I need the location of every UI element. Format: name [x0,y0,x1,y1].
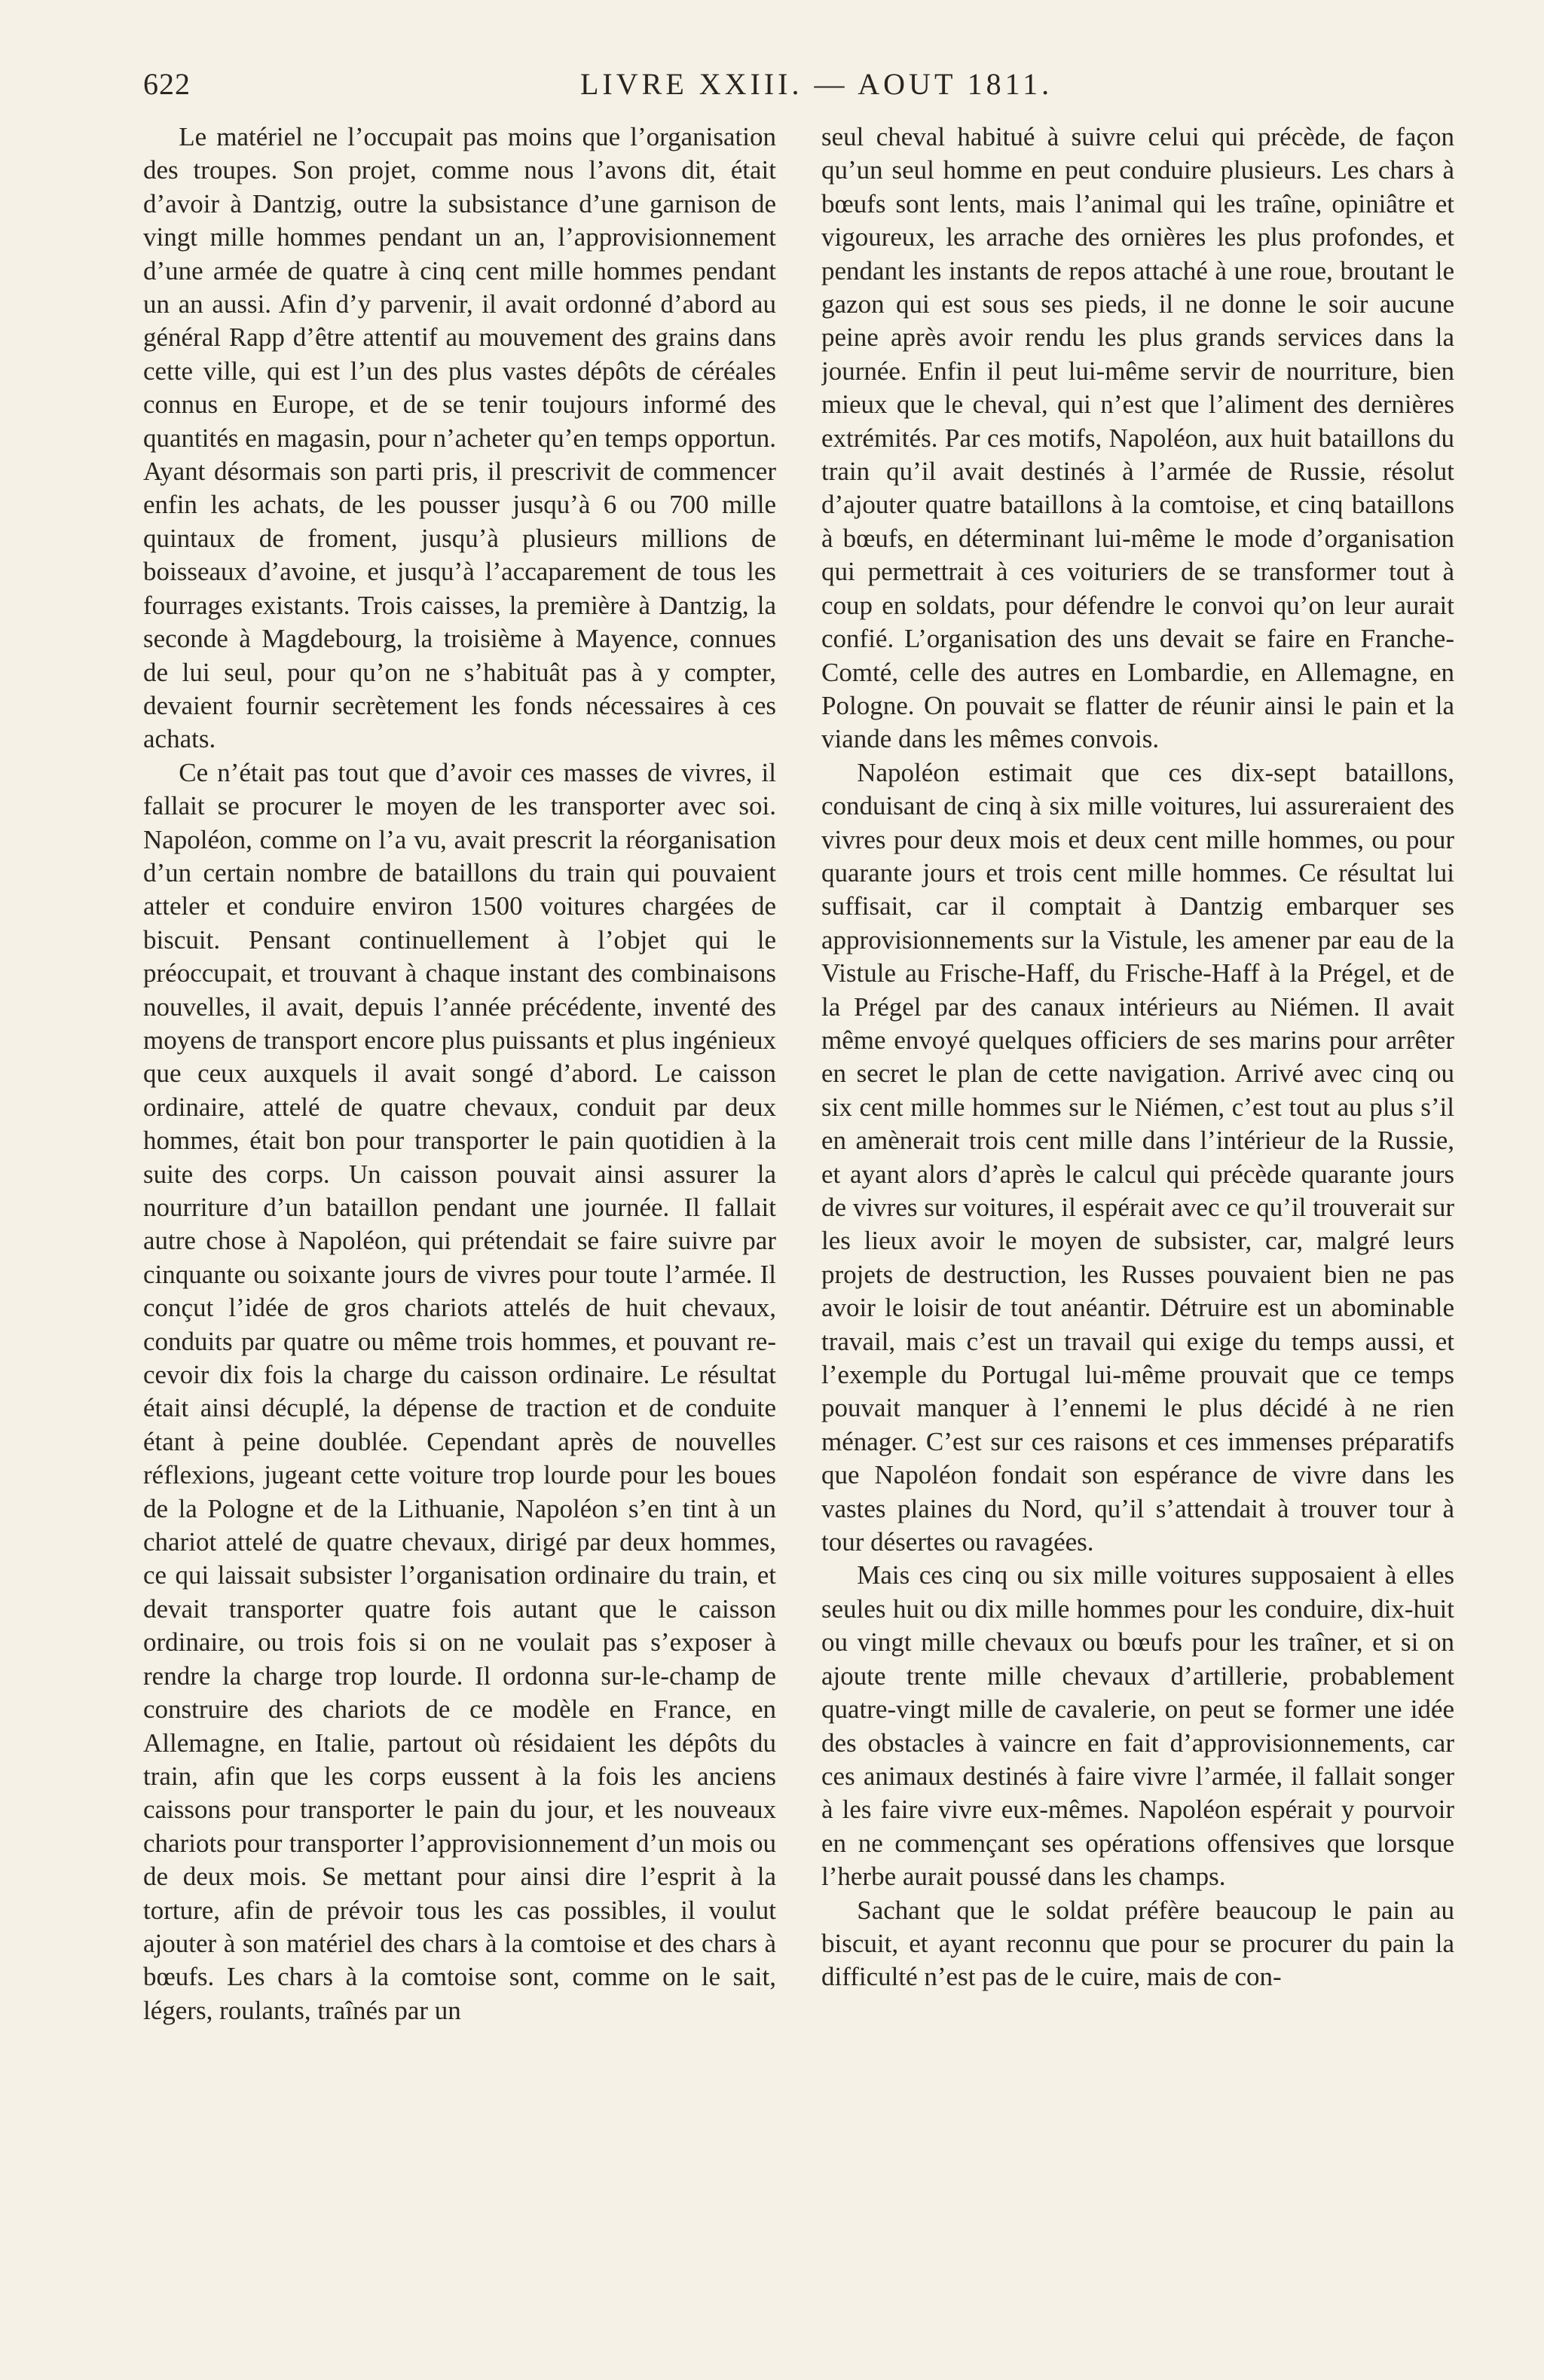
paragraph: Napoléon estimait que ces dix-sept bataillons, conduisant de cinq à six mille voitures, lui assureraient des vivres pour deux mois et deux cent mille hommes, ou pour quarante jours et trois cent mille hommes. Ce résultat lui suffisait, car il comptait à Dantzig embarquer ses approvisionnements sur la Vistule, les amener par eau de la Vistule au Frische-Haff, du Frische-Haff à la Prégel, et de la Prégel par des canaux intérieurs au Niémen. Il avait même envoyé quelques officiers de ses marins pour arrêter en secret le plan de cette navigation. Arrivé avec cinq ou six cent mille hommes sur le Niémen, c’est tout au plus s’il en amènerait trois cent mille dans l’intérieur de la Russie, et ayant alors d’après le calcul qui précède quarante jours de vivres sur voitures, il espérait avec ce qu’il trouverait sur les lieux avoir le moyen de subsister, car, malgré leurs projets de destruction, les Russes pouvaient bien ne pas avoir le loisir de tout anéantir. Détruire est un abominable travail, mais c’est un travail qui exige du temps aussi, et l’exemple du Portugal lui-même prouvait que ce temps pouvait manquer à l’ennemi le plus décidé à ne rien ménager. C’est sur ces raisons et ces immenses préparatifs que Napoléon fondait son espérance de vivre dans les vastes plaines du Nord, qu’il s’attendait à trouver tour à tour désertes ou ravagées. [821,757,1454,1557]
text-columns [143,121,1492,2351]
page-header [143,66,1462,112]
paragraph: Mais ces cinq ou six mille voitures supposaient à elles seules huit ou dix mille hommes pour les conduire, dix-huit ou vingt mille chevaux ou bœufs pour les traîner, et si on ajoute trente mille chevaux d’artillerie, probablement quatre-vingt mille de cavalerie, on peut se former une idée des obstacles à vaincre en fait d’approvisionnements, car ces animaux destinés à faire vivre l’armée, il fallait songer à les faire vivre eux-mêmes. Napoléon espérait y pourvoir en ne commençant ses opérations offensives que lorsque l’herbe aurait poussé dans les champs. [821,1560,1454,1892]
paragraph: Sachant que le soldat préfère beaucoup le pain au biscuit, et ayant reconnu que pour se procurer du pain la difficulté n’est pas de le cuire, mais de con- [821,1895,1454,1992]
right-column [821,121,1454,2351]
paragraph-continuation: seul cheval habitué à suivre celui qui précède, de façon qu’un seul homme en peut conduire plusieurs. Les chars à bœufs sont lents, mais l’animal qui les traîne, opiniâtre et vigoureux, les arrache des ornières les plus profondes, et pendant les instants de repos attaché à une roue, broutant le gazon qui est sous ses pieds, il ne donne le soir aucune peine après avoir rendu les plus grands services dans la journée. Enfin il peut lui-même servir de nourriture, bien mieux que le cheval, qui n’est que l’aliment des dernières extrémités. Par ces motifs, Napoléon, aux huit bataillons du train qu’il avait destinés à l’armée de Russie, résolut d’ajouter quatre bataillons à la comtoise, et cinq bataillons à bœufs, en déterminant lui-même le mode d’organisation qui permettrait à ces voituriers de se transformer tout à coup en soldats, pour défendre le convoi qu’on leur aurait confié. L’organisation des uns devait se faire en Franche-Comté, celle des autres en Lombardie, en Allemagne, en Pologne. On pouvait se flatter de réunir ainsi le pain et la viande dans les mêmes convois. [821,122,1454,754]
page-number: 622 [143,67,191,101]
paragraph: Ce n’était pas tout que d’avoir ces masses de vivres, il fallait se procurer le moyen de les transporter avec soi. Napoléon, comme on l’a vu, avait prescrit la réorganisation d’un certain nombre de bataillons du train qui pouvaient atteler et conduire environ 1500 voitures chargées de biscuit. Pensant continuellement à l’objet qui le préoccupait, et trouvant à chaque instant des combinaisons nouvelles, il avait, depuis l’année précédente, inventé des moyens de transport encore plus puissants et plus ingénieux que ceux auxquels il avait songé d’abord. Le caisson ordinaire, attelé de quatre chevaux, conduit par deux hommes, était bon pour transporter le pain quotidien à la suite des corps. Un caisson pouvait ainsi assurer la nourriture d’un bataillon pendant une journée. Il fallait autre chose à Napoléon, qui prétendait se faire suivre par cinquante ou soixante jours de vivres pour toute l’armée. Il conçut l’idée de gros chariots attelés de huit chevaux, conduits par quatre ou même trois hommes, et pouvant recevoir dix fois la charge du caisson ordinaire. Le résultat était ainsi décuplé, la dépense de traction et de conduite étant à peine doublée. Cependant après de nouvelles réflexions, jugeant cette voiture trop lourde pour les boues de la Pologne et de la Lithuanie, Napoléon s’en tint à un chariot attelé de quatre chevaux, dirigé par deux hommes, ce qui laissait subsister l’organisation ordinaire du train, et devait transporter quatre fois autant que le caisson ordinaire, ou trois fois si on ne voulait pas s’exposer à rendre la charge trop lourde. Il ordonna sur-le-champ de construire des chariots de ce modèle en France, en Allemagne, en Italie, partout où résidaient les dépôts du train, afin que les corps eussent à la fois les anciens caissons pour transporter le pain du jour, et les nouveaux chariots pour transporter l’approvisionnement d’un mois ou de deux mois. Se mettant pour ainsi dire l’esprit à la torture, afin de prévoir tous les cas possibles, il voulut ajouter à son matériel des chars à la comtoise et des chars à bœufs. Les chars à la comtoise sont, comme on le sait, légers, roulants, traînés par un [143,757,776,2025]
paragraph: Le matériel ne l’occupait pas moins que l’organisation des troupes. Son projet, comme nous l’avons dit, était d’avoir à Dantzig, outre la subsistance d’une garnison de vingt mille hommes pendant un an, l’approvisionnement d’une armée de quatre à cinq cent mille hommes pendant un an aussi. Afin d’y parvenir, il avait ordonné d’abord au général Rapp d’être attentif au mouvement des grains dans cette ville, qui est l’un des plus vastes dépôts de céréales connus en Europe, et de se tenir toujours informé des quantités en magasin, pour n’acheter qu’en temps opportun. Ayant désormais son parti pris, il prescrivit de commencer enfin les achats, de les pousser jusqu’à 6 ou 700 mille quintaux de froment, jusqu’à plusieurs millions de boisseaux d’avoine, et jusqu’à l’accaparement de tous les fourrages existants. Trois caisses, la première à Dantzig, la seconde à Magdebourg, la troisième à Mayence, connues de lui seul, pour qu’on ne s’habituât pas à y compter, devaient fournir secrètement les fonds nécessaires à ces achats. [143,122,776,754]
running-title: LIVRE XXIII. — AOUT 1811. [580,67,1053,101]
left-column [143,121,776,2351]
